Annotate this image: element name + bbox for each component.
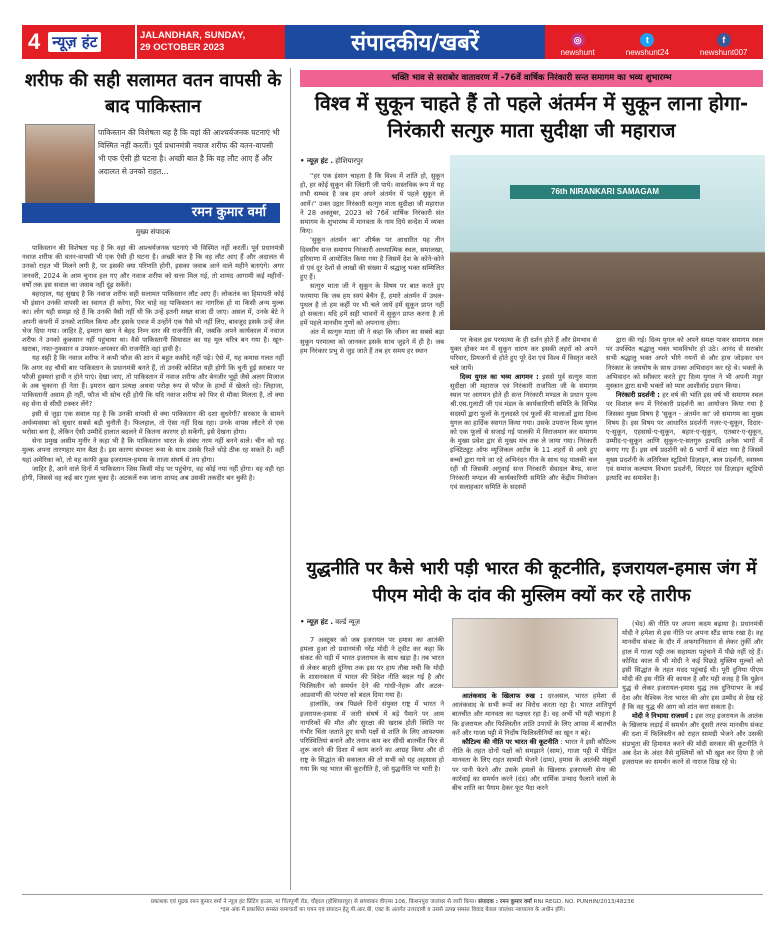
paragraph: इससे पूर्व सत्गुरु माता सुदीक्षा जी महाराज एवं निरंकारी राजपिता जी के समागम स्थल पर आगमन होते ही सन्त निरंकारी मण्डल के प्रधान पूज्य श्री.एस.गुलाटी जी एवं मंडल के कार्यकारिणी समिति के विभिन्न सदस्यों द्वारा फूलों के गुलदस्ते एवं फूलों की मालाओं द्वारा दिव्य युगल का हार्दिक स्वागत किया गया। उसके उपरान्त दिव्य युगल को एक फूलों से सजाई गई पालकी में विराजमान कर समागम के मुख्य प्रवेश द्वार से मुख्य मंच तक ले जाया गया। निरंकारी इन्स्टिट्यूट ऑफ म्यूजिकल आर्टस के 11 शहरों से आये हुए बच्चों द्वारा गाये जा रहे अभिनंदन गीत के साथ यह पालकी चल रही थी जिसकी अगुवाई सन्त निरंकारी सेवादल बैण्ड, सन्त निरंकारी मण्डल की कार्यकारिणी समिति और केंद्रीय नियोजन एवं सलाहकार समिति के सदस्यों xyxy=(450,372,597,492)
jurisdiction-note: *इस अंक में प्रकाशित समस्त समाचारों का चयन एवं संपादन हेतु पी.आर.बी. एक्ट के अंतर्गत उत्तरदायी व उससे उत्पन्न समस्त विवाद केवल जालंधर न्यायालय के अधीन होंगे। xyxy=(220,907,565,913)
paragraph: ''हर एक इंसान चाहता है कि विश्व में शांति हो, सुकून हो, हर कोई सुकून की जिंदगी जी पाये। वास्तविक रूप में यह तभी सम्भव है जब हम अपने अंतर्मन में पहले सुकून ले आयें।'' उक्त उद्गार निरंकारी सत्गुरु माता सुदीक्षा जी महाराज ने 28 अक्तूबर, 2023 को 76वें वार्षिक निरंकारी संत समागम के शुभारम्भ में मानवता के नाम दिये सन्देश में व्यक्त किए। xyxy=(300,172,444,236)
author-name-bar: रमन कुमार वर्मा xyxy=(22,203,280,223)
editor-label: संपादक : रमन कुमार वर्मा xyxy=(478,899,532,905)
story1-headline: विश्व में सुकून चाहते हैं तो पहले अंतर्मन में सुकून लाना होगा- निरंकारी सत्गुरु माता सुदीक्षा जी महाराज xyxy=(314,92,749,142)
subheading: मोदी ने निभाया राजधर्म : xyxy=(632,712,694,721)
paragraph: 7 अक्टूबर को जब इजरायल पर हमास का आतंकी हमला हुआ तो प्रधानमंत्री नरेंद्र मोदी ने ट्वीट कर कहा कि संकट की घड़ी में भारत इजरायल के साथ खड़ा है। तब भारत से लेकर बाहरी दुनिया तक इस पर हाय तौबा मची कि मोदी के शासनकाल में भारत की विदेश नीति बदल गई है और फिलिस्तीन को समर्थन देने की गांधी-नेहरू और अटल-आडवाणी की परंपरा को बदल दिया गया है। xyxy=(300,636,444,700)
subheading: आतंकवाद के खिलाफ रुख : xyxy=(462,692,543,700)
editorial-headline: शरीफ की सही सलामत वतन वापसी के बाद पाकिस्तान xyxy=(24,70,282,117)
story2-col2 xyxy=(452,692,616,892)
paragraph: जाहिर है, आने वाले दिनों में पाकिस्तान जिस किसी मोड़ पर पहुंचेगा, वह कोई नया नहीं होगा। वह वही रहा होगी, जिससे वह कई बार गुजर चुका है। अटकलें रुक जाना शायद अब उसकी तकदीर बन चुकी है। xyxy=(22,464,284,483)
paragraph: सेना प्रमुख असीम मुनीर ने कहा भी है कि पाकिस्तान भारत के संबंध नरम नहीं बनने वाले। चीन को यह मुल्क अपना तारणहार मान बैठा है। इस कारण संभवतः रूस के साथ उसके रिश्ते थोड़े ठीक रह सकते हैं। वहीं यहां अमेरिका को, तो वह काफी कुछ इजरायल-हमास के ताजा संघर्ष से तय होगा। xyxy=(22,437,284,464)
story2-byline xyxy=(300,618,360,627)
paragraph: : भारत ने इसी कौटिल्य नीति के तहत दोनों पक्षों को समझाने (साम), गाजा पट्टी में पीड़ित मानवता के लिए राहत सामग्री भेजने (दाम), हमास के आतंकी मंसूबों पर पानी फेरने और उसके हमलों के खिलाफ इजरायली सेना की कार्रवाई का समर्थन करने (दंड) और धार्मिक उन्माद फैलाने वालों के बीच शांति का पैगाम देकर फूट पैदा करने xyxy=(452,738,616,793)
author-title: मुख्य संपादक xyxy=(135,228,171,236)
masthead-left xyxy=(22,25,135,59)
story1-col1 xyxy=(300,172,444,527)
newspaper-logo: न्यूज़ हंट xyxy=(48,32,101,52)
paragraph: यह सही है कि नवाज शरीफ ने कभी फौज की शान में बहुत कसीदे नहीं पढ़े। ऐसे में, यह कयास गलत नहीं कि अगर वह चौथी बार पाकिस्तान के प्रधानमंत्री बनते हैं, तो उनकी कोशिश यही होगी कि चुनी हुई सरकार पर फौजी हुक्मरां हावी न होने पाएं। देखा जाए, तो पाकिस्तान में नवाज शरीफ और बेनजीर भुट्टो जैसे अलग मिजाज के अब चुकाना ही नेता हैं। इमरान खान प्रत्यक्ष अथवा परोक्ष रूप से फौज के हाथों में खेलते रहे। लिहाजा, पाकिस्तानी अवाम ही नहीं, फौज भी सोच रही होगी कि यदि नवाज शरीफ को फिर से मौका मिलता है, तो क्या वह सेना से सीधी टक्कर लेंगे? xyxy=(22,354,284,409)
paragraph: दरअसल, भारत हमेशा से आतंकवाद के सभी रूपों का विरोध करता रहा है। भारत शांतिपूर्ण बातचीत और मानवता का पक्षधर रहा है। वह अभी भी यही चाहता है कि इजरायल और फिलिस्तीन शांति उपायों के लिए आपस में बातचीत करें और गाजा पट्टी में निर्दोष फिलिस्तीनियों का खून न बहे। xyxy=(452,692,616,737)
masthead xyxy=(22,25,763,59)
paragraph: हालांकि, जब पिछले दिनों संयुक्त राष्ट्र में भारत ने इजरायल-हमास में जारी संघर्ष में बड़े पैमाने पर आम नागरिकों की मौत और सुरक्षा की खराब होती स्थिति पर गंभीर चिंता जताते हुए सभी पक्षों से शांति के लिए आवश्यक परिस्थितियां बनाने और तनाव कम कर सीधी बातचीत फिर से शुरू करने की दिशा में काम करने का आग्रह किया और दो राष्ट्र के सिद्धांत की वकालत की तो सभी को यह अहसास हो गया कि यह भारत की कूटनीति है, जो युद्धनीति पर भारी है। xyxy=(300,700,444,773)
page-number: 4 xyxy=(28,29,41,54)
story1-col2 xyxy=(450,336,597,526)
imprint-text: प्रकाशक एवं मुद्रक रमन कुमार वर्मा ने न्यूज़ हंट प्रिंटिंग हाउस, मां चिंतपूर्णी रोड, चौहाल (होशियारपुर) से छपवाकर वीएम्स 106, किशनपुरा जालंधर से जारी किया। xyxy=(150,899,477,905)
subheading: दिव्य युगल का भव्य आगमन : xyxy=(460,372,539,381)
samagam-photo xyxy=(450,155,765,330)
date-line-1: JALANDHAR, SUNDAY, xyxy=(140,30,246,41)
photo-banner-text: 76th NIRANKARI SAMAGAM xyxy=(510,185,700,199)
social-links xyxy=(545,25,763,59)
paragraph: पाकिस्तान की विशेषता यह है कि वहां की आश्चर्यजनक घटनाएं भी विस्मित नहीं करतीं। पूर्व प्रधानमंत्री नवाज शरीफ की वतन-वापसी भी एक ऐसी ही घटना है। अच्छी बात है कि वह लौट आए हैं और अदालत से उनको राहत भी मिलने लगी है, पर इसकी क्या परिणति होगी, इसका जवाब आने वाले महीने बताएंगे। अगर जनवरी, 2024 के आम चुनाव हल गए और नवाज शरीफ को सत्ता मिल गई, तो शायद आगामी कई महीनों-वर्षों तक इस सवाल का जवाब नहीं दूंढ़ सकेंगे। xyxy=(22,244,284,289)
editorial-intro: पाकिस्तान की विशेषता यह है कि वहां की आश्चर्यजनक घटनाएं भी विस्मित नहीं करतीं। पूर्व प्रधानमंत्री नवाज शरीफ की वतन-वापसी भी एक ऐसी ही घटना है। अच्छी बात है कि वह लौट आए हैं और अदालत से उनको राहत... xyxy=(98,128,280,176)
paragraph: इसी से जुड़ा एक सवाल यह है कि उनकी वापसी से क्या पाकिस्तान की दशा सुधरेगी? सरकार के सामने अर्थव्यवस्था को सुधार सबसे बड़ी चुनौती है। फिलहाल, तो ऐसा नहीं दिख रहा। उनके वापस लौटने से एक भरोसा बना है, लेकिन ऐसी उम्मीदें हालात बदलने में कितना कारगर हो सकेंगी, इसे देखना होगा। xyxy=(22,409,284,437)
story1-byline xyxy=(300,157,363,166)
story2-headline: युद्धनीति पर कैसे भारी पड़ी भारत की कूटनीति, इजरायल-हमास जंग में पीएम मोदी के दांव की मुस्लिम क्यों कर रहे तारीफ xyxy=(306,559,757,606)
editorial-body xyxy=(22,244,284,892)
byline-place: होशियारपुर xyxy=(335,157,363,165)
social-handle: newshunt xyxy=(560,48,595,57)
story1-col3 xyxy=(606,336,763,526)
byline-source: • न्यूज़ हंट . xyxy=(300,157,334,165)
paragraph: 'सुकून अंतर्मन का' शीर्षक पर आधारित यह तीन दिवसीय सन्त समागम निरंकारी आध्यात्मिक स्थल, समालखा, हरियाणा में आयोजित किया गया है जिसमें देश के कोने-कोने से एवं दूर देशों से लाखों की संख्या में श्रद्धालु भक्त सम्मिलित हुए हैं। xyxy=(300,236,444,282)
twitter-icon: t xyxy=(640,33,654,47)
story2-col1 xyxy=(300,636,444,892)
social-handle: newshunt007 xyxy=(699,48,748,57)
column-divider xyxy=(290,68,291,890)
paragraph: सत्गुरु माता जी ने सुकून के विषय पर बात करते हुए फरमाया कि जब हम स्वयं बेचैन हैं, हमारे अंतर्मन में उथल-पुथल है तो हम कहीं पर भी चले जायें हमें सुकून प्राप्त नहीं हो सकता। यदि हमें सही भावनों में सुकून प्राप्त करना है तो हमें पहले मानवीय गुणों को अपनाना होगा। xyxy=(300,282,444,328)
dateline xyxy=(135,25,285,59)
paragraph: (भेद) की नीति पर अपना कदम बढ़ाया है। प्रधानमंत्री मोदी ने हमेशा से इस नीति पर अपना स्टैंड साफ रखा है। वह मानवीय संकट के दौर में अफगानिस्तान से लेकर तुर्की और हाल में गाजा पट्टी तक सहायता पहुंचाने में पीछे नहीं रहे हैं। कोविड काल में भी मोदी ने कई पिछड़े मुस्लिम मुल्कों को इसी सिद्धांत के तहत मदद पहुंचाई थी। पूरी दुनिया पीएम मोदी की इस नीति की कायल है और यही वजह है कि यूक्रेन युद्ध से लेकर इजरायल-हमास युद्ध तक दुनियाभर के कई देश और वैश्विक नेता भारत की ओर इस उम्मीद से देख रहे हैं कि वह युद्ध की आग को शांत करा सकता है। xyxy=(622,620,763,711)
rni-number: RNI REGD. NO. PUNHIN/2013/48236 xyxy=(533,899,635,905)
instagram-icon: ◎ xyxy=(571,33,585,47)
byline-source: • न्यूज़ हंट . xyxy=(300,618,334,626)
subheading: कौटिल्य की नीति पर भारत की कूटनीति xyxy=(462,738,559,747)
byline-place: वर्ल्ड न्यूज़ xyxy=(335,618,360,626)
social-twitter[interactable] xyxy=(626,33,669,57)
modi-photo xyxy=(452,618,618,688)
paragraph: अंत में सत्गुरु माता जी ने कहा कि जीवन का सबसे बड़ा सुकून परमात्मा को जानकर इसके साथ जुड़ने में ही है। जब हम निरंकार प्रभु से जुड़ जाते हैं तब हर समय हर स्थान xyxy=(300,328,444,355)
social-facebook[interactable] xyxy=(700,33,748,57)
paragraph: द्वारा की गई। दिव्य युगल को अपने समक्ष पाकर समागम स्थल पर उपस्थित श्रद्धालु भक्त भावविभोर हो उठे। आनंद से सराबोर सभी श्रद्धालु भक्त अपने भीगे नयनों से और हाथ जोड़कर धन निरंकार के जयघोष के साथ उनका अभिवादन कर रहे थे। भक्तों के अभिवादन को स्वीकार करते हुए दिव्य युगल ने भी अपनी मधुर मुस्कान द्वारा सभी भक्तों को प्यार आशीर्वाद प्रदान किया। xyxy=(606,336,763,391)
paragraph: इस तरह इजरायल के आतंक के खिलाफ लड़ाई में समर्थन और दूसरी तरफ मानवीय संकट की दशा में फिलिस्तीन को राहत सामग्री भेजने और उसकी संप्रभुता की हिमायत करने की मोदी सरकार की कूटनीति ने अब देश के अंदर वैसे मुस्लिमों को भी खुश कर दिया है जो इजरायल का समर्थन करने से नाराज दिख रहे थे। xyxy=(622,712,763,767)
story1-kicker: भक्ति भाव से सराबोर वातावरण में -76वें वार्षिक निरंकारी सन्त समागम का भव्य शुभारम्भ xyxy=(300,70,763,87)
paragraph: पर केवल इस परमात्मा के ही दर्शन होते हैं और प्रेमभाव से युक्त होकर मन में सुकून धारण कर इसकी लहरों को अपने परिवार, प्रियजनों से होते हुए पूरे देश एवं विश्व में विस्तृत करते चले जायें। xyxy=(450,336,597,372)
subheading: निरंकारी प्रदर्शनी : xyxy=(616,391,660,400)
imprint-footer xyxy=(22,894,763,914)
date-line-2: 29 OCTOBER 2023 xyxy=(140,42,225,53)
section-title: संपादकीय/खबरें xyxy=(285,25,545,59)
story2-col3 xyxy=(622,620,763,892)
social-instagram[interactable] xyxy=(561,33,595,57)
paragraph: बहरहाल, यह सुखद है कि नवाज शरीफ सही सलामत पाकिस्तान लौट आए हैं। लोकतंत्र का हिमायती कोई भी इंसान उनकी वापसी का स्वागत ही करेगा, फिर चाहे वह पाकिस्तान का नागरिक हो या किसी अन्य मुल्क का। लोग यही समझ रहे हैं कि उनकी वैसी नहीं थी कि उन्हें इतनी सख्त सजा दी जाए। असल में, उनके बेटे ने अपनी कंपनी में उनको शामिल किया और इसके एवज में उन्होंने एक पैसे भी नहीं लिए, बावजूद इसके उन्हें जेल भेज दिया गया। जाहिर है, इमरान खान ने बेहद निम्न स्तर की राजनीति की, जबकि अपने कार्यकाल में नवाज शरीफ ने उनको कुकसान नहीं पहुंचाया था। वैसे पाकिस्तानी सियासत का यह मूल चरित्र बन गया है। खून-खराबा, नफा-नुकसान व उपकार-अपकार की राजनीति वहां हावी है। xyxy=(22,290,284,354)
paragraph: हर वर्ष की भांति इस वर्ष भी समागम स्थल पर विशाल रूप में निरंकारी प्रदर्शनी का आयोजन किया गया है जिसका मुख्य विषय है 'सुकून - अंतर्मन का' जो समागम का मुख्य विषय है। इस विषय पर आधारित प्रदर्शनी नज़र-ए-सुकून, दिदार-ए-सुकून, एहसासे-ए-सुकून, बहार-ए-सुकून, एतबार-ए-सुकून, उम्मीद-ए-सुकून आणि सुकून-ए-सतगुरु इत्यादि अनेक भागों में बनाए गए हैं। इस वर्ष प्रदर्शनी को 6 भागों में बांटा गया है जिसमें मुख्य प्रदर्शनी के अतिरिक्त स्टूडियो डिज़ाइन, बाल प्रदर्शनी, स्वास्थ्य एवं समाज कल्याण विभाग प्रदर्शनी, थिएटर एवं डिज़ाइन स्टूडियो इत्यादि का समावेश है। xyxy=(606,391,763,483)
social-handle: newshunt24 xyxy=(625,48,669,57)
facebook-icon: f xyxy=(717,33,731,47)
